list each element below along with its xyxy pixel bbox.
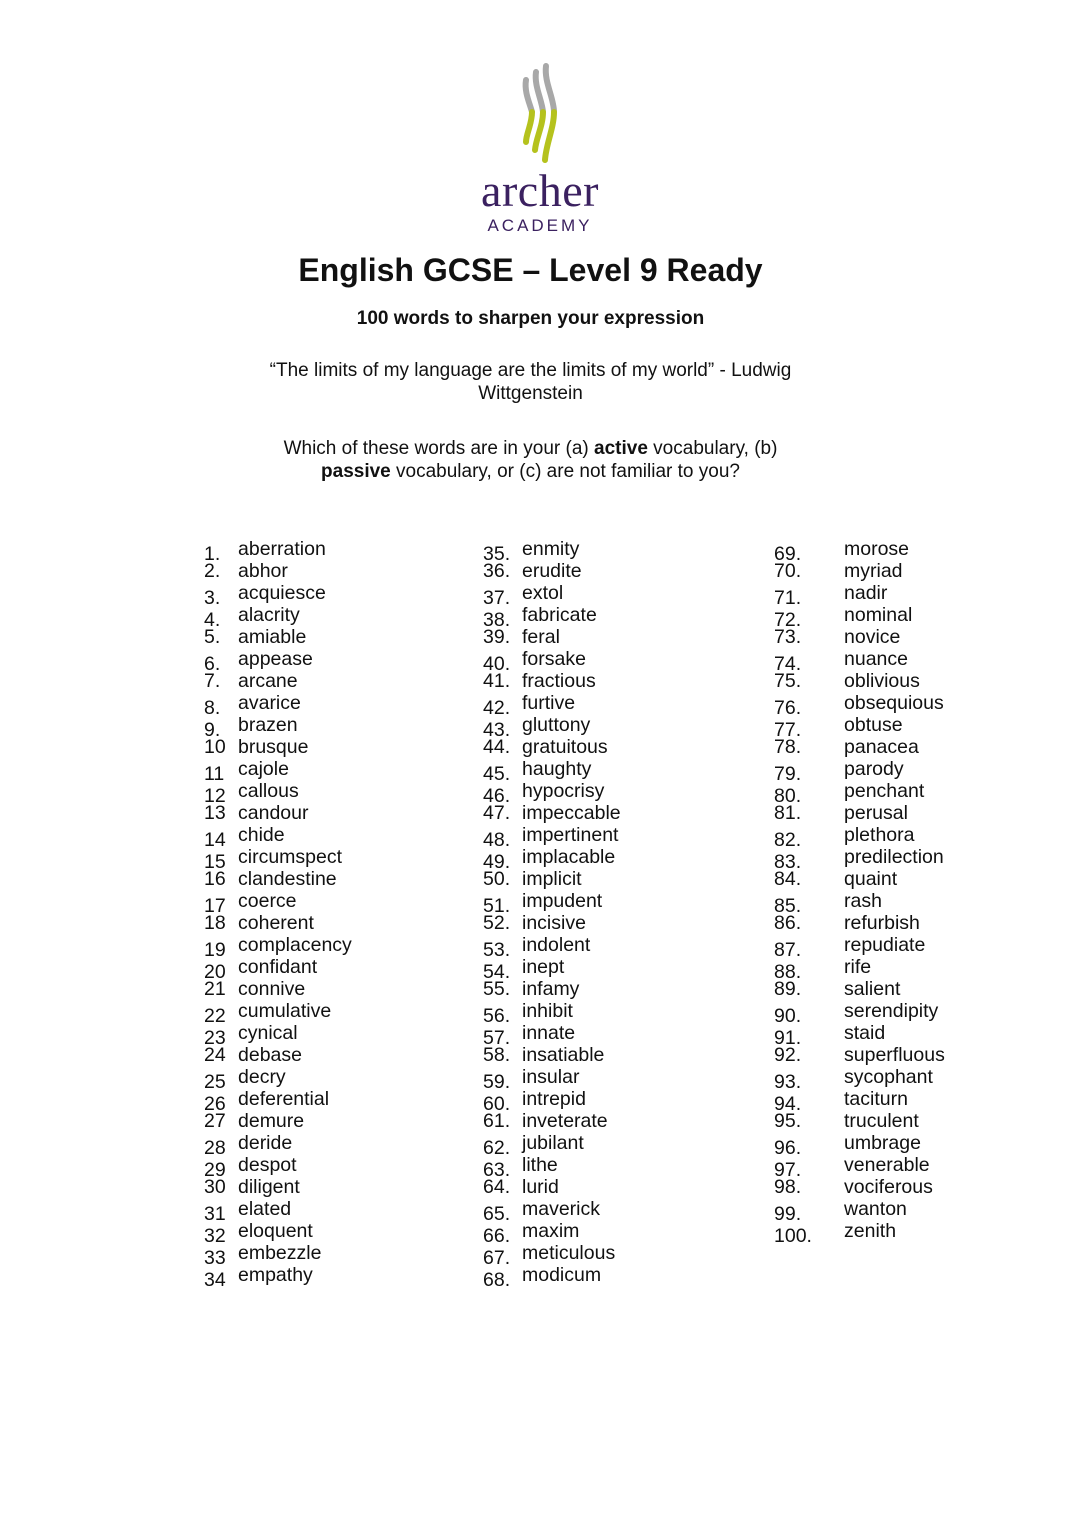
page-title: English GCSE – Level 9 Ready bbox=[298, 252, 763, 288]
vocabulary-word: embezzle bbox=[238, 1242, 322, 1264]
word-number: 79. bbox=[774, 763, 802, 785]
vocabulary-word: impeccable bbox=[522, 802, 621, 824]
vocabulary-word: venerable bbox=[844, 1154, 930, 1176]
vocabulary-word: abhor bbox=[238, 560, 288, 582]
vocabulary-word: salient bbox=[844, 978, 901, 1000]
vocabulary-word: refurbish bbox=[844, 912, 920, 934]
word-number: 68. bbox=[483, 1269, 511, 1291]
word-number: 29 bbox=[204, 1159, 226, 1181]
word-number: 92. bbox=[774, 1044, 802, 1066]
vocabulary-word: despot bbox=[238, 1154, 297, 1176]
word-number: 28 bbox=[204, 1137, 226, 1159]
vocabulary-word: jubilant bbox=[522, 1132, 584, 1154]
vocabulary-word: nuance bbox=[844, 648, 908, 670]
word-number: 33 bbox=[204, 1247, 226, 1269]
word-number: 3. bbox=[204, 587, 221, 609]
vocabulary-word: empathy bbox=[238, 1264, 313, 1286]
vocabulary-word: brusque bbox=[238, 736, 309, 758]
vocabulary-word: nadir bbox=[844, 582, 888, 604]
vocabulary-word: implicit bbox=[522, 868, 582, 890]
word-number: 86. bbox=[774, 912, 802, 934]
vocabulary-word: predilection bbox=[844, 846, 944, 868]
vocabulary-word: penchant bbox=[844, 780, 925, 802]
word-number: 51. bbox=[483, 895, 511, 917]
quote: “The limits of my language are the limits of my world” - Ludwig Wittgenstein bbox=[269, 360, 792, 404]
vocabulary-word: modicum bbox=[522, 1264, 602, 1286]
vocabulary-word: incisive bbox=[522, 912, 586, 934]
word-number: 13 bbox=[204, 802, 226, 824]
word-number: 58. bbox=[483, 1044, 511, 1066]
word-number: 2. bbox=[204, 560, 221, 582]
word-number: 76. bbox=[774, 697, 802, 719]
word-number: 93. bbox=[774, 1071, 802, 1093]
word-number: 90. bbox=[774, 1005, 802, 1027]
word-number: 15 bbox=[204, 851, 226, 873]
word-number: 100. bbox=[774, 1225, 812, 1247]
vocabulary-word: rife bbox=[844, 956, 872, 978]
vocabulary-word: maverick bbox=[522, 1198, 601, 1220]
vocabulary-word: novice bbox=[844, 626, 901, 648]
word-number: 27 bbox=[204, 1110, 226, 1132]
word-number: 32 bbox=[204, 1225, 226, 1247]
word-number: 99. bbox=[774, 1203, 802, 1225]
vocabulary-word: insatiable bbox=[522, 1044, 605, 1066]
word-number: 37. bbox=[483, 587, 511, 609]
page-subtitle: 100 words to sharpen your expression bbox=[356, 308, 705, 329]
word-number: 60. bbox=[483, 1093, 511, 1115]
vocabulary-word: hypocrisy bbox=[522, 780, 605, 802]
vocabulary-word: callous bbox=[238, 780, 299, 802]
word-number: 25 bbox=[204, 1071, 226, 1093]
word-number: 64. bbox=[483, 1176, 511, 1198]
word-number: 11 bbox=[204, 763, 225, 785]
vocabulary-word: amiable bbox=[238, 626, 307, 648]
word-number: 6. bbox=[204, 653, 221, 675]
vocabulary-word: taciturn bbox=[844, 1088, 908, 1110]
vocabulary-word: coerce bbox=[238, 890, 297, 912]
word-number: 72. bbox=[774, 609, 802, 631]
word-number: 23 bbox=[204, 1027, 226, 1049]
word-number: 97. bbox=[774, 1159, 802, 1181]
word-number: 50. bbox=[483, 868, 511, 890]
word-number: 54. bbox=[483, 961, 511, 983]
vocabulary-word: vociferous bbox=[844, 1176, 933, 1198]
word-number: 81. bbox=[774, 802, 802, 824]
word-number: 49. bbox=[483, 851, 511, 873]
vocabulary-word: zenith bbox=[844, 1220, 897, 1242]
vocabulary-word: extol bbox=[522, 582, 564, 604]
word-number: 24 bbox=[204, 1044, 226, 1066]
word-number: 42. bbox=[483, 697, 511, 719]
word-number: 78. bbox=[774, 736, 802, 758]
word-number: 1. bbox=[204, 543, 221, 565]
word-number: 19 bbox=[204, 939, 226, 961]
word-number: 44. bbox=[483, 736, 511, 758]
vocabulary-word: confidant bbox=[238, 956, 318, 978]
vocabulary-word: fabricate bbox=[522, 604, 597, 626]
vocabulary-word: meticulous bbox=[522, 1242, 616, 1264]
logo-subtitle: ACADEMY bbox=[487, 216, 593, 235]
word-number: 96. bbox=[774, 1137, 802, 1159]
word-number: 20 bbox=[204, 961, 226, 983]
question-passive: passive bbox=[321, 461, 391, 482]
vocabulary-word: innate bbox=[522, 1022, 576, 1044]
vocabulary-word: oblivious bbox=[844, 670, 920, 692]
word-number: 22 bbox=[204, 1005, 226, 1027]
word-number: 67. bbox=[483, 1247, 511, 1269]
vocabulary-word: inhibit bbox=[522, 1000, 573, 1022]
word-number: 41. bbox=[483, 670, 511, 692]
vocabulary-word: staid bbox=[844, 1022, 886, 1044]
word-number: 77. bbox=[774, 719, 802, 741]
vocabulary-word: feral bbox=[522, 626, 560, 648]
word-number: 48. bbox=[483, 829, 511, 851]
vocabulary-word: avarice bbox=[238, 692, 301, 714]
word-number: 95. bbox=[774, 1110, 802, 1132]
vocabulary-word: truculent bbox=[844, 1110, 919, 1132]
vocabulary-word: morose bbox=[844, 538, 910, 560]
word-number: 91. bbox=[774, 1027, 802, 1049]
word-number: 88. bbox=[774, 961, 802, 983]
word-number: 70. bbox=[774, 560, 802, 582]
word-number: 43. bbox=[483, 719, 511, 741]
word-number: 71. bbox=[774, 587, 802, 609]
word-number: 45. bbox=[483, 763, 511, 785]
word-number: 55. bbox=[483, 978, 511, 1000]
word-number: 87. bbox=[774, 939, 802, 961]
vocabulary-word: appease bbox=[238, 648, 313, 670]
vocabulary-word: serendipity bbox=[844, 1000, 939, 1022]
word-number: 26 bbox=[204, 1093, 226, 1115]
word-number: 83. bbox=[774, 851, 802, 873]
word-number: 14 bbox=[204, 829, 226, 851]
archer-academy-logo bbox=[455, 62, 625, 236]
vocabulary-word: plethora bbox=[844, 824, 915, 846]
word-number: 66. bbox=[483, 1225, 511, 1247]
vocabulary-word: insular bbox=[522, 1066, 580, 1088]
vocabulary-word: inveterate bbox=[522, 1110, 608, 1132]
vocabulary-word: repudiate bbox=[844, 934, 926, 956]
vocabulary-word: indolent bbox=[522, 934, 591, 956]
vocabulary-word: wanton bbox=[844, 1198, 907, 1220]
vocabulary-word: nominal bbox=[844, 604, 913, 626]
word-number: 69. bbox=[774, 543, 802, 565]
vocabulary-word: decry bbox=[238, 1066, 286, 1088]
vocabulary-word: perusal bbox=[844, 802, 908, 824]
vocabulary-word: obtuse bbox=[844, 714, 903, 736]
question-text: Which of these words are in your (a) bbox=[283, 438, 595, 459]
question-text: vocabulary, or (c) are not familiar to you? bbox=[390, 461, 740, 482]
word-number: 52. bbox=[483, 912, 511, 934]
word-number: 80. bbox=[774, 785, 802, 807]
vocabulary-word: alacrity bbox=[238, 604, 300, 626]
word-number: 53. bbox=[483, 939, 511, 961]
vocabulary-word: cajole bbox=[238, 758, 289, 780]
vocabulary-word: debase bbox=[238, 1044, 302, 1066]
vocabulary-word: impertinent bbox=[522, 824, 619, 846]
vocabulary-word: enmity bbox=[522, 538, 580, 560]
vocabulary-word: deferential bbox=[238, 1088, 330, 1110]
vocabulary-word: maxim bbox=[522, 1220, 580, 1242]
word-number: 4. bbox=[204, 609, 221, 631]
vocabulary-word: fractious bbox=[522, 670, 596, 692]
word-number: 40. bbox=[483, 653, 511, 675]
word-number: 34 bbox=[204, 1269, 226, 1291]
word-number: 31 bbox=[204, 1203, 226, 1225]
vocabulary-word: impudent bbox=[522, 890, 603, 912]
word-number: 57. bbox=[483, 1027, 511, 1049]
word-number: 61. bbox=[483, 1110, 511, 1132]
vocabulary-word: brazen bbox=[238, 714, 298, 736]
vocabulary-word: gluttony bbox=[522, 714, 591, 736]
vocabulary-word: erudite bbox=[522, 560, 582, 582]
instruction-question bbox=[250, 437, 811, 483]
vocabulary-word: intrepid bbox=[522, 1088, 586, 1110]
word-number: 85. bbox=[774, 895, 802, 917]
word-number: 47. bbox=[483, 802, 511, 824]
question-text: vocabulary, (b) bbox=[647, 438, 778, 459]
vocabulary-word: circumspect bbox=[238, 846, 343, 868]
question-active: active bbox=[594, 438, 648, 459]
word-number: 36. bbox=[483, 560, 511, 582]
vocabulary-word: eloquent bbox=[238, 1220, 313, 1242]
vocabulary-word: implacable bbox=[522, 846, 616, 868]
word-number: 18 bbox=[204, 912, 226, 934]
word-number: 39. bbox=[483, 626, 511, 648]
word-number: 16 bbox=[204, 868, 226, 890]
vocabulary-word: obsequious bbox=[844, 692, 944, 714]
word-number: 30 bbox=[204, 1176, 226, 1198]
word-number: 12 bbox=[204, 785, 226, 807]
word-number: 84. bbox=[774, 868, 802, 890]
vocabulary-word: panacea bbox=[844, 736, 919, 758]
word-number: 17 bbox=[204, 895, 226, 917]
word-number: 21 bbox=[204, 978, 226, 1000]
vocabulary-word: infamy bbox=[522, 978, 580, 1000]
vocabulary-word: demure bbox=[238, 1110, 305, 1132]
word-number: 75. bbox=[774, 670, 802, 692]
word-number: 63. bbox=[483, 1159, 511, 1181]
vocabulary-word: elated bbox=[238, 1198, 292, 1220]
word-number: 38. bbox=[483, 609, 511, 631]
word-number: 89. bbox=[774, 978, 802, 1000]
vocabulary-word: furtive bbox=[522, 692, 576, 714]
vocabulary-word: chide bbox=[238, 824, 285, 846]
word-number: 5. bbox=[204, 626, 221, 648]
word-number: 9. bbox=[204, 719, 221, 741]
vocabulary-word: sycophant bbox=[844, 1066, 933, 1088]
word-number: 62. bbox=[483, 1137, 511, 1159]
word-number: 82. bbox=[774, 829, 802, 851]
vocabulary-word: rash bbox=[844, 890, 882, 912]
word-number: 94. bbox=[774, 1093, 802, 1115]
word-number: 8. bbox=[204, 697, 221, 719]
word-number: 7. bbox=[204, 670, 221, 692]
word-number: 10 bbox=[204, 736, 226, 758]
vocabulary-word: lithe bbox=[522, 1154, 558, 1176]
vocabulary-word: complacency bbox=[238, 934, 352, 956]
vocabulary-word: inept bbox=[522, 956, 565, 978]
logo-flame-icon bbox=[510, 62, 570, 172]
vocabulary-word: coherent bbox=[238, 912, 314, 934]
word-number: 56. bbox=[483, 1005, 511, 1027]
vocabulary-word: quaint bbox=[844, 868, 898, 890]
vocabulary-word: cynical bbox=[238, 1022, 298, 1044]
vocabulary-word: candour bbox=[238, 802, 309, 824]
word-number: 59. bbox=[483, 1071, 511, 1093]
vocabulary-word: superfluous bbox=[844, 1044, 945, 1066]
logo-wordmark: archer bbox=[481, 165, 599, 216]
vocabulary-word: aberration bbox=[238, 538, 326, 560]
vocabulary-word: arcane bbox=[238, 670, 298, 692]
vocabulary-word: forsake bbox=[522, 648, 586, 670]
vocabulary-word: deride bbox=[238, 1132, 293, 1154]
word-number: 74. bbox=[774, 653, 802, 675]
vocabulary-word: parody bbox=[844, 758, 904, 780]
word-number: 73. bbox=[774, 626, 802, 648]
vocabulary-word: clandestine bbox=[238, 868, 337, 890]
word-number: 98. bbox=[774, 1176, 802, 1198]
word-number: 35. bbox=[483, 543, 511, 565]
vocabulary-word: haughty bbox=[522, 758, 592, 780]
vocabulary-word: cumulative bbox=[238, 1000, 332, 1022]
vocabulary-word: umbrage bbox=[844, 1132, 921, 1154]
word-number: 65. bbox=[483, 1203, 511, 1225]
vocabulary-word: diligent bbox=[238, 1176, 300, 1198]
vocabulary-word: myriad bbox=[844, 560, 903, 582]
vocabulary-word: lurid bbox=[522, 1176, 559, 1198]
vocabulary-word: connive bbox=[238, 978, 306, 1000]
word-number: 46. bbox=[483, 785, 511, 807]
vocabulary-word: gratuitous bbox=[522, 736, 608, 758]
vocabulary-word: acquiesce bbox=[238, 582, 326, 604]
